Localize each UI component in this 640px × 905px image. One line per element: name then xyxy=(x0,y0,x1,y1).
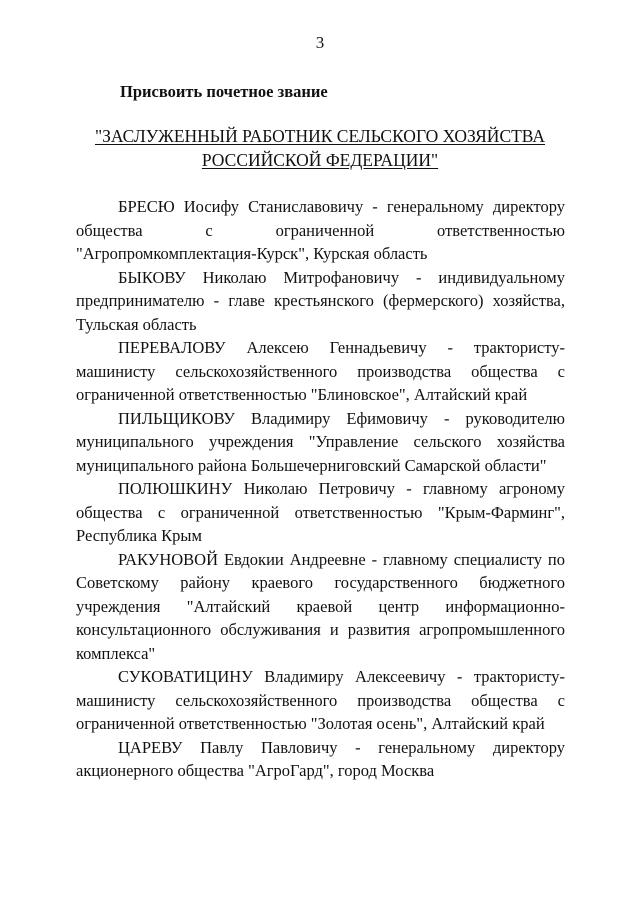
awardee-entry: ПОЛЮШКИНУ Николаю Петровичу - главному агроному общества с ограниченной ответственностью "Крым-Фарминг", Республика Крым xyxy=(76,479,565,545)
awardee-entry: ПЕРЕВАЛОВУ Алексею Геннадьевичу - трактористу-машинисту сельскохозяйственного производства общества с ограниченной ответственностью "Блиновское", Алтайский край xyxy=(76,338,565,404)
page-number: 3 xyxy=(315,33,325,52)
awardee-entry: БЫКОВУ Николаю Митрофановичу - индивидуальному предпринимателю - главе крестьянского (фермерского) хозяйства, Тульская область xyxy=(76,267,565,334)
honorary-title-line-1: "ЗАСЛУЖЕННЫЙ РАБОТНИК СЕЛЬСКОГО ХОЗЯЙСТВА xyxy=(94,126,546,146)
honorary-title-line-2: РОССИЙСКОЙ ФЕДЕРАЦИИ" xyxy=(201,150,439,170)
awardee-entry: РАКУНОВОЙ Евдокии Андреевне - главному специалисту по Советскому району краевого государственного бюджетного учреждения "Алтайский краевой центр информационно-консультационного обслуживания и развития агропромышленного комплекса" xyxy=(76,549,565,663)
decree-heading: Присвоить почетное звание xyxy=(120,82,328,101)
awardee-entry: ПИЛЬЩИКОВУ Владимиру Ефимовичу - руководителю муниципального учреждения "Управление сельского хозяйства муниципального района Большечерниговский Самарской области" xyxy=(76,408,565,475)
awardee-entry: СУКОВАТИЦИНУ Владимиру Алексеевичу - трактористу-машинисту сельскохозяйственного производства общества с ограниченной ответственностью "Золотая осень", Алтайский край xyxy=(76,667,565,733)
honorary-title xyxy=(0,124,640,172)
awardee-entry: БРЕСЮ Иосифу Станиславовичу - генеральному директору общества с ограниченной ответственностью "Агропромкомплектация-Курск", Курская область xyxy=(76,197,565,263)
awardee-list xyxy=(76,195,565,783)
awardee-entry: ЦАРЕВУ Павлу Павловичу - генеральному директору акционерного общества "АгроГард", город Москва xyxy=(76,737,565,780)
